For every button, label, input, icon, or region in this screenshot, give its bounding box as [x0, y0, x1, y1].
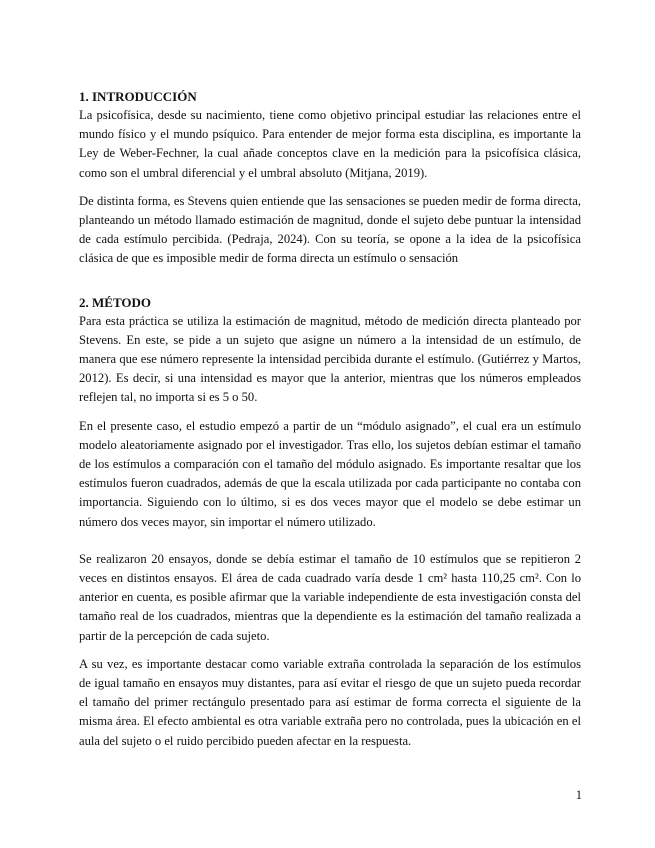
paragraph-intro-2: De distinta forma, es Stevens quien entiende que las sensaciones se pueden medir de forma directa, planteando un método llamado estimación de magnitud, donde el sujeto debe puntuar la intensidad de cada estímulo percibida. (Pedraja, 2024). Con su teoría, se opone a la idea de la psicofísica clásica de que es imposible medir de forma directa un estímulo o sensación [79, 193, 581, 266]
paragraph-metodo-2: En el presente caso, el estudio empezó a partir de un “módulo asignado”, el cual era un estímulo modelo aleatoriamente asignado por el investigador. Tras ello, los sujetos debían estimar el tamaño de los estímulos a comparación con el tamaño del módulo asignado. Es importante resaltar que los estímulos fueron cuadrados, además de que la escala utilizada por cada participante no contaba con importancia. Siguiendo con lo último, si es dos veces mayor que el modelo se debe estimar un número dos veces mayor, sin importar el número utilizado. [79, 418, 581, 529]
paragraph-metodo-1: Para esta práctica se utiliza la estimación de magnitud, método de medición directa planteado por Stevens. En este, se pide a un sujeto que asigne un número a la intensidad de un estímulo, de manera que ese número represente la intensidad percibida durante el estímulo. (Gutiérrez y Martos, 2012). Es decir, si una intensidad es mayor que la anterior, mientras que los números empleados reflejen tal, no importa si es 5 o 50. [79, 313, 581, 405]
page-number: 1 [575, 788, 582, 802]
page-content [79, 87, 581, 751]
section-heading-metodo: 2. MÉTODO [79, 294, 151, 310]
paragraph-intro-1: La psicofísica, desde su nacimiento, tiene como objetivo principal estudiar las relaciones entre el mundo físico y el mundo psíquico. Para entender de mejor forma esta disciplina, es importante la Ley de Weber-Fechner, la cual añade conceptos clave en la medición para la psicofísica clásica, como son el umbral diferencial y el umbral absoluto (Mitjana, 2019). [79, 108, 581, 180]
paragraph-metodo-3: Se realizaron 20 ensayos, donde se debía estimar el tamaño de 10 estímulos que se repitieron 2 veces en distintos ensayos. El área de cada cuadrado varía desde 1 cm² hasta 110,25 cm². Con lo anterior en cuenta, es posible afirmar que la variable independiente de esta investigación consta del tamaño real de los cuadrados, mientras que la dependiente es la estimación del tamaño realizada a partir de la percepción de cada sujeto. [79, 551, 581, 643]
section-heading-introduccion: 1. INTRODUCCIÓN [79, 89, 197, 104]
paragraph-metodo-4: A su vez, es importante destacar como variable extraña controlada la separación de los estímulos de igual tamaño en ensayos muy distantes, para así evitar el riesgo de que un sujeto pueda recordar el tamaño del primer rectángulo presentado para así estimar de forma correcta el siguiente de la misma área. El efecto ambiental es otra variable extraña pero no controlada, pues la ubicación en el aula del sujeto o el ruido percibido pueden afectar en la respuesta. [79, 656, 581, 748]
